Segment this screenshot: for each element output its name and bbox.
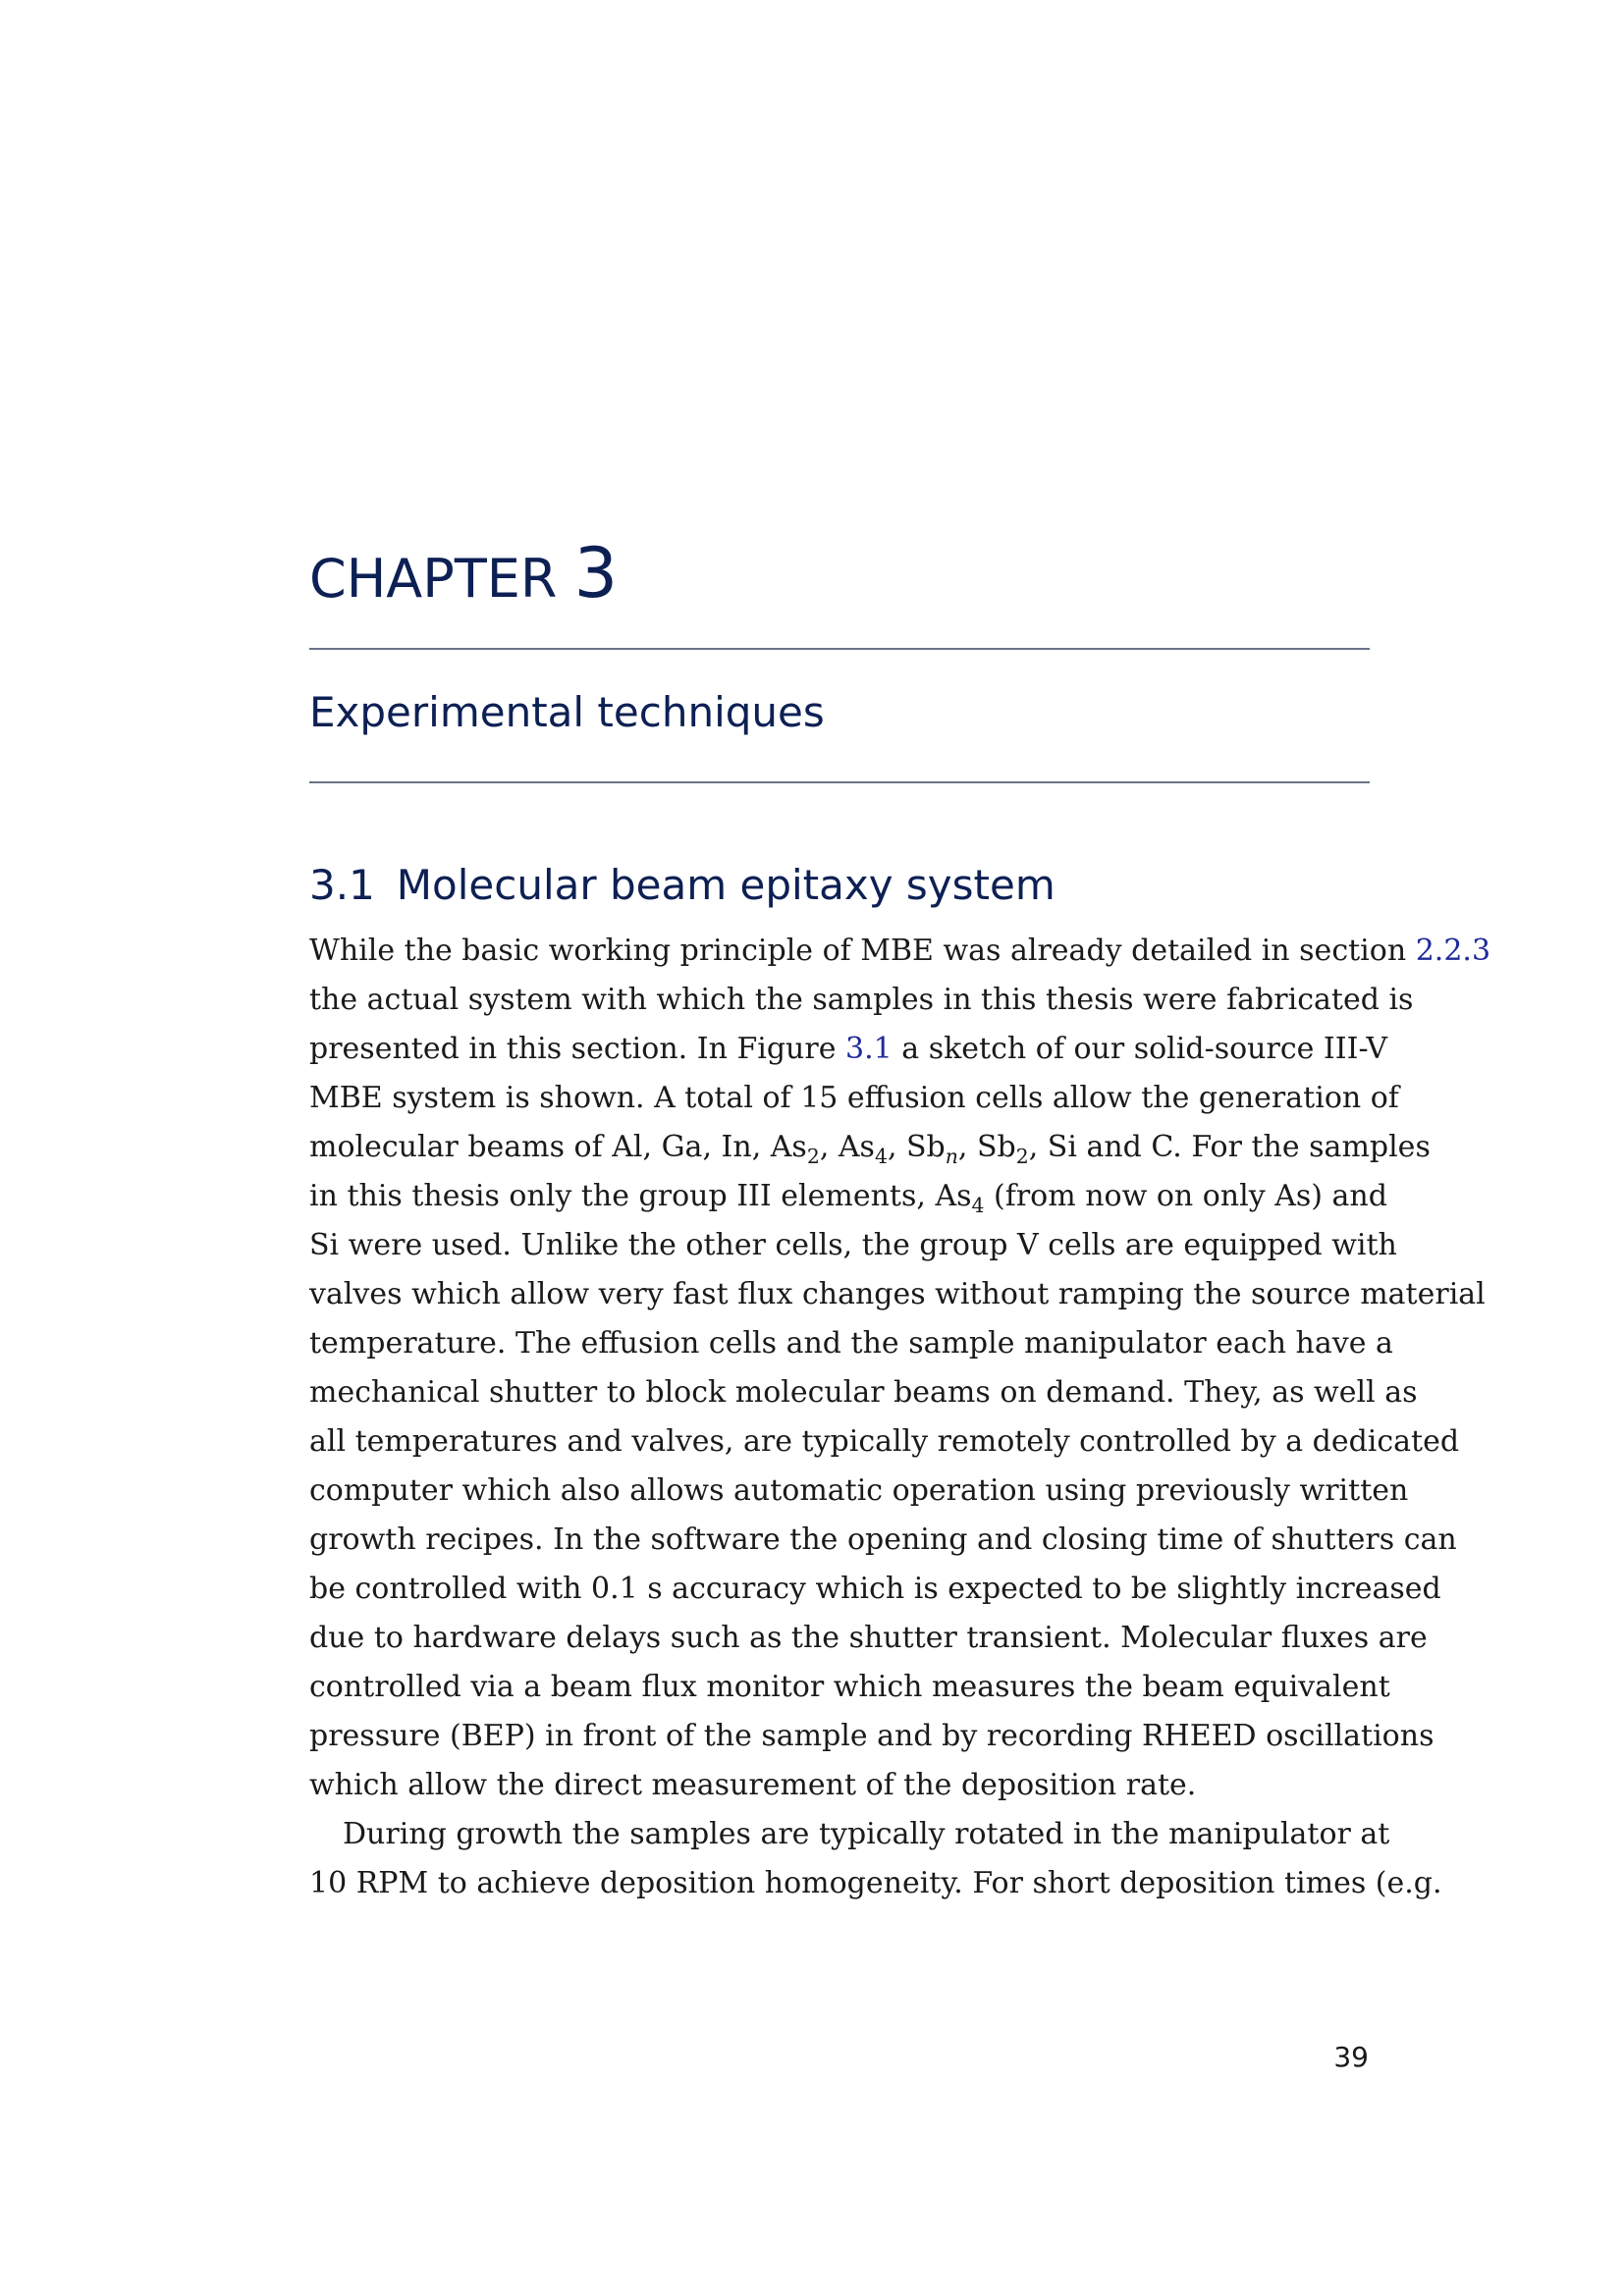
chapter-title: Experimental techniques <box>309 688 825 736</box>
chapter-number: 3 <box>573 533 619 614</box>
section-title: Molecular beam epitaxy system <box>396 861 1056 909</box>
chapter-rule-top <box>309 648 1370 650</box>
text-line: which allow the direct measurement of the deposition rate. <box>309 1768 1197 1802</box>
text-line: presented in this section. In Figure 3.1 a sketch of our solid-source III-V <box>309 1032 1388 1066</box>
section-heading <box>309 860 1056 911</box>
text-line: While the basic working principle of MBE was already detailed in section 2.2.3 <box>309 934 1491 968</box>
chapter-label <box>309 533 619 614</box>
text-line: molecular beams of Al, Ga, In, $As_2$, $As_4$, $Sb_n$, $Sb_2$, Si and C. For the samples <box>309 1130 1431 1168</box>
body-text <box>309 927 1491 1908</box>
text-line: pressure (BEP) in front of the sample and by recording RHEED oscillations <box>309 1719 1435 1753</box>
text-line: all temperatures and valves, are typically remotely controlled by a dedicated <box>309 1424 1460 1459</box>
text-line: growth recipes. In the software the opening and closing time of shutters can <box>309 1522 1457 1557</box>
text-line: valves which allow very fast flux changes without ramping the source material <box>309 1277 1486 1311</box>
text-line: MBE system is shown. A total of 15 effusion cells allow the generation of <box>309 1081 1399 1115</box>
page-number: 39 <box>1333 2041 1369 2073</box>
text-line: Si were used. Unlike the other cells, the group V cells are equipped with <box>309 1228 1397 1262</box>
text-line: in this thesis only the group III elements, $As_4$ (from now on only As) and <box>309 1179 1387 1217</box>
text-line: During growth the samples are typically rotated in the manipulator at <box>343 1817 1390 1851</box>
text-line: the actual system with which the samples in this thesis were fabricated is <box>309 983 1414 1017</box>
text-line: mechanical shutter to block molecular beams on demand. They, as well as <box>309 1375 1418 1410</box>
text-line: computer which also allows automatic operation using previously written <box>309 1473 1409 1508</box>
text-line: 10 RPM to achieve deposition homogeneity. For short deposition times (e.g. <box>309 1866 1442 1900</box>
chapter-rule-bottom <box>309 781 1370 783</box>
text-line: temperature. The effusion cells and the sample manipulator each have a <box>309 1326 1393 1361</box>
text-line: due to hardware delays such as the shutter transient. Molecular fluxes are <box>309 1621 1428 1655</box>
chapter-word: CHAPTER <box>309 548 558 610</box>
text-line: be controlled with 0.1 s accuracy which is expected to be slightly increased <box>309 1572 1441 1606</box>
figure-link[interactable]: 3.1 <box>845 1032 893 1066</box>
text-line: controlled via a beam flux monitor which measures the beam equivalent <box>309 1670 1390 1704</box>
section-link[interactable]: 2.2.3 <box>1415 934 1491 968</box>
section-number: 3.1 <box>309 861 375 909</box>
